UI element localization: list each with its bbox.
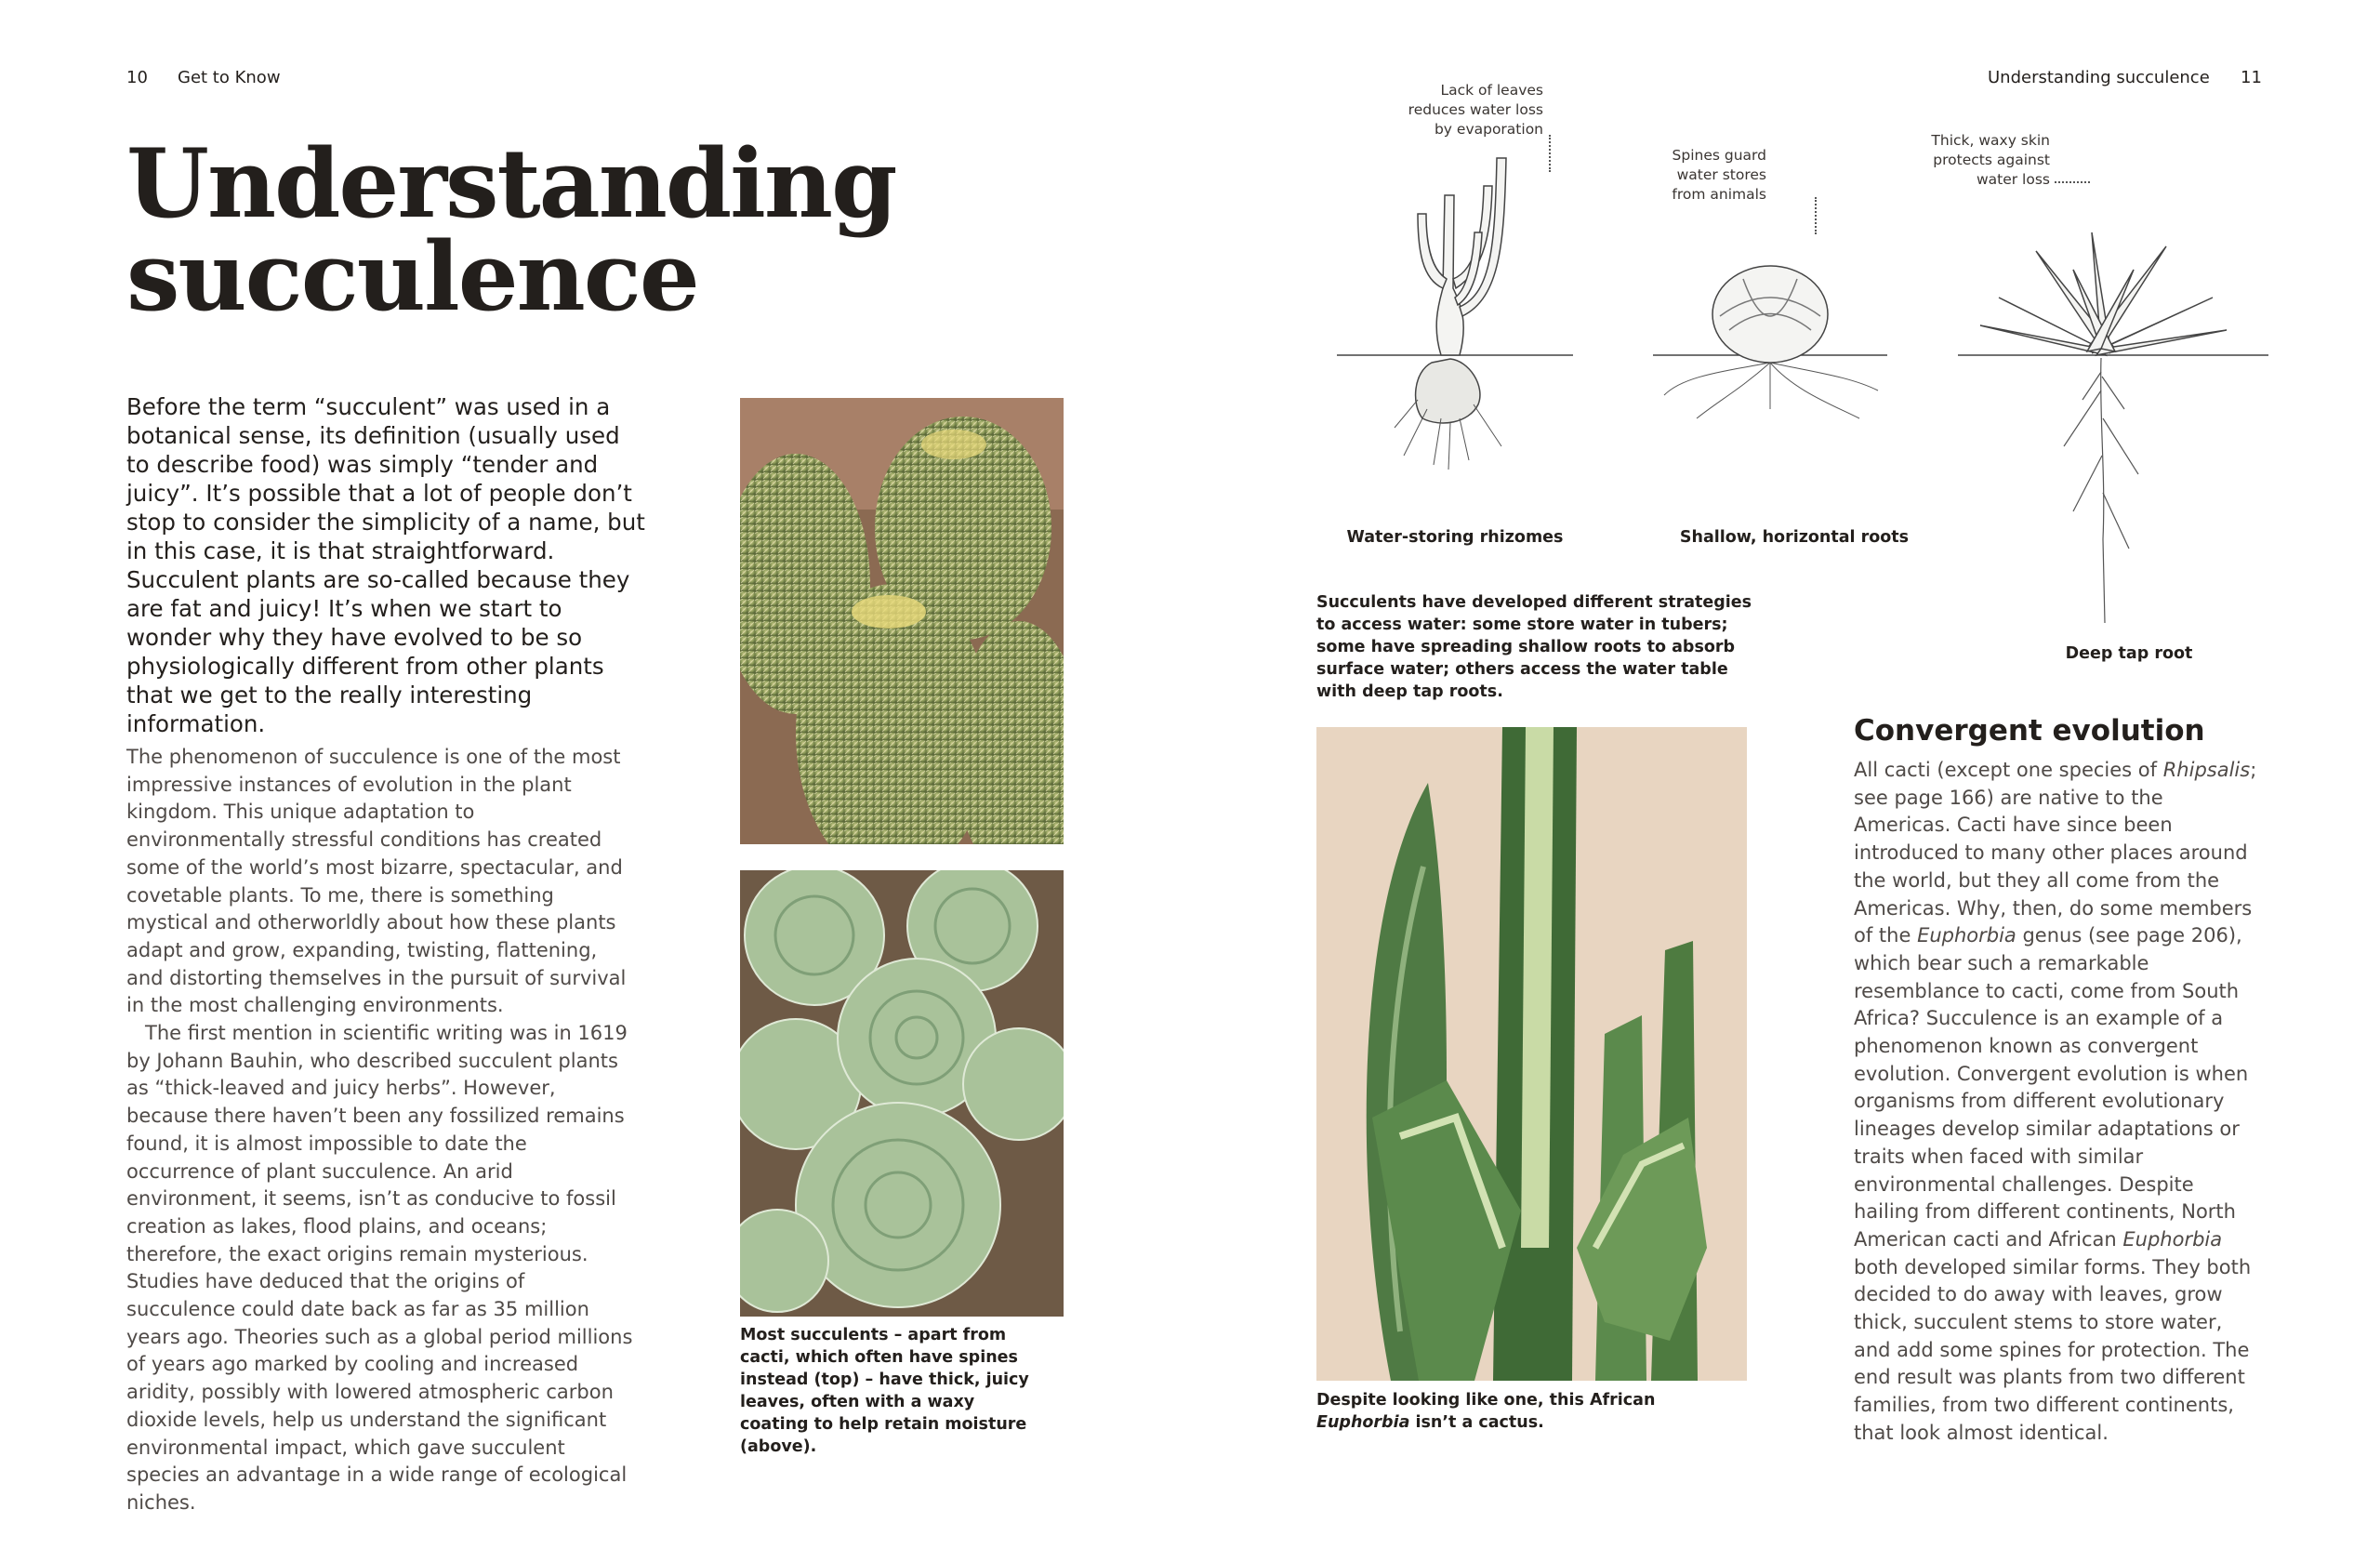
diagram-caption: Succulents have developed different strategies to access water: some store water in tubers; some have spreading shallow roots to absorb surface water; others access the water table with deep tap roots. [1316, 593, 1752, 701]
barrel-cactus-drawing [1712, 266, 1828, 363]
euphorbia-photo [1316, 727, 1747, 1381]
label-water-storing-rhizomes: Water-storing rhizomes [1346, 528, 1564, 547]
label-deep-tap-root: Deep tap root [2065, 644, 2193, 663]
left-page-number: 10 [126, 68, 148, 87]
right-running-header: Understanding succulence [1988, 68, 2210, 87]
rhizome-plant-drawing [1416, 158, 1506, 423]
body-paragraph-1: The phenomenon of succulence is one of the most impressive instances of evolution in the plant kingdom. This unique adaptation to environmentally stressful conditions has created some of the world’s most bizarre, spectacular, and covetable plants. To me, there is something mystical and otherworldly about how these plants adapt and grow, expanding, twisting, flattening, and distorting themselves in the pursuit of survival in the most challenging environments. [126, 746, 627, 1017]
echeveria-photo [740, 870, 1064, 1317]
cactus-photo [740, 398, 1064, 844]
left-running-header: Get to Know [178, 68, 281, 87]
convergent-evolution-text: All cacti (except one species of Rhipsalis; see page 166) are native to the Americas. Cacti have since been introduced to many other places around the world, but they all come from the Americas. Why, then, do some members of the Euphorbia genus (see page 206), which bear such a remarkable resemblance to cacti, come from South Africa? Succulence is an example of a phenomenon known as convergent evolution. Convergent evolution is when organisms from different evolutionary lineages develop similar adaptations or traits when faced with similar environmental challenges. Despite hailing from different continents, North American cacti and African Euphorbia both developed similar forms. They both decided to do away with leaves, grow thick, succulent stems to store water, and add some spines for protection. The end result was plants from two different families, from two different continents, that look almost identical. [1854, 759, 2257, 1444]
page-title [126, 128, 963, 333]
right-page-number: 11 [2241, 68, 2262, 87]
root-strategies-illustration [1329, 139, 2278, 632]
body-text [126, 744, 633, 1517]
note-waxy-skin: Thick, waxy skin protects against water loss [1931, 132, 2050, 188]
photo-caption: Most succulents – apart from cacti, which often have spines instead (top) – have thick, juicy leaves, often with a waxy coating to help retain moisture (above). [740, 1326, 1029, 1456]
shallow-roots [1664, 363, 1878, 418]
title-line-2: succulence [126, 221, 698, 333]
intro-paragraph: Before the term “succulent” was used in a botanical sense, its definition (usually used to describe food) was simply “tender and juicy”. It’s possible that a lot of people don’t stop to consider the simplicity of a name, but in this case, it is that straightforward. Succulent plants are so-called because they are fat and juicy! It’s when we start to wonder why they have evolved to be so physiologically different from other plants that we get to the really interesting information. [126, 393, 645, 737]
euphorbia-caption: Despite looking like one, this African Euphorbia isn’t a cactus. [1316, 1391, 1656, 1432]
title-line-1: Understanding [126, 128, 896, 240]
note-lack-of-leaves: Lack of leaves reduces water loss by evaporation [1408, 82, 1543, 138]
agave-drawing [1980, 232, 2227, 355]
body-paragraph-2: The first mention in scientific writing was in 1619 by Johann Bauhin, who described succulent plants as “thick-leaved and juicy herbs”. However, because there haven’t been any fossilized remains found, it is almost impossible to date the occurrence of plant succulence. An arid environment, it seems, isn’t as conducive to fossil creation as lakes, flood plains, and oceans; therefore, the exact origins remain mysterious. Studies have deduced that the origins of succulence could date back as far as 35 million years ago. Theories such as a global period millions of years ago marked by cooling and increased aridity, possibly with lowered atmospheric carbon dioxide levels, help us understand the significant environmental impact, which gave succulent species an advantage in a wide range of ecological niches. [126, 1022, 633, 1514]
tap-root [2064, 358, 2138, 623]
label-shallow-roots: Shallow, horizontal roots [1679, 528, 1910, 547]
note-spines: Spines guard water stores from animals [1672, 147, 1766, 203]
convergent-evolution-heading: Convergent evolution [1854, 714, 2205, 748]
